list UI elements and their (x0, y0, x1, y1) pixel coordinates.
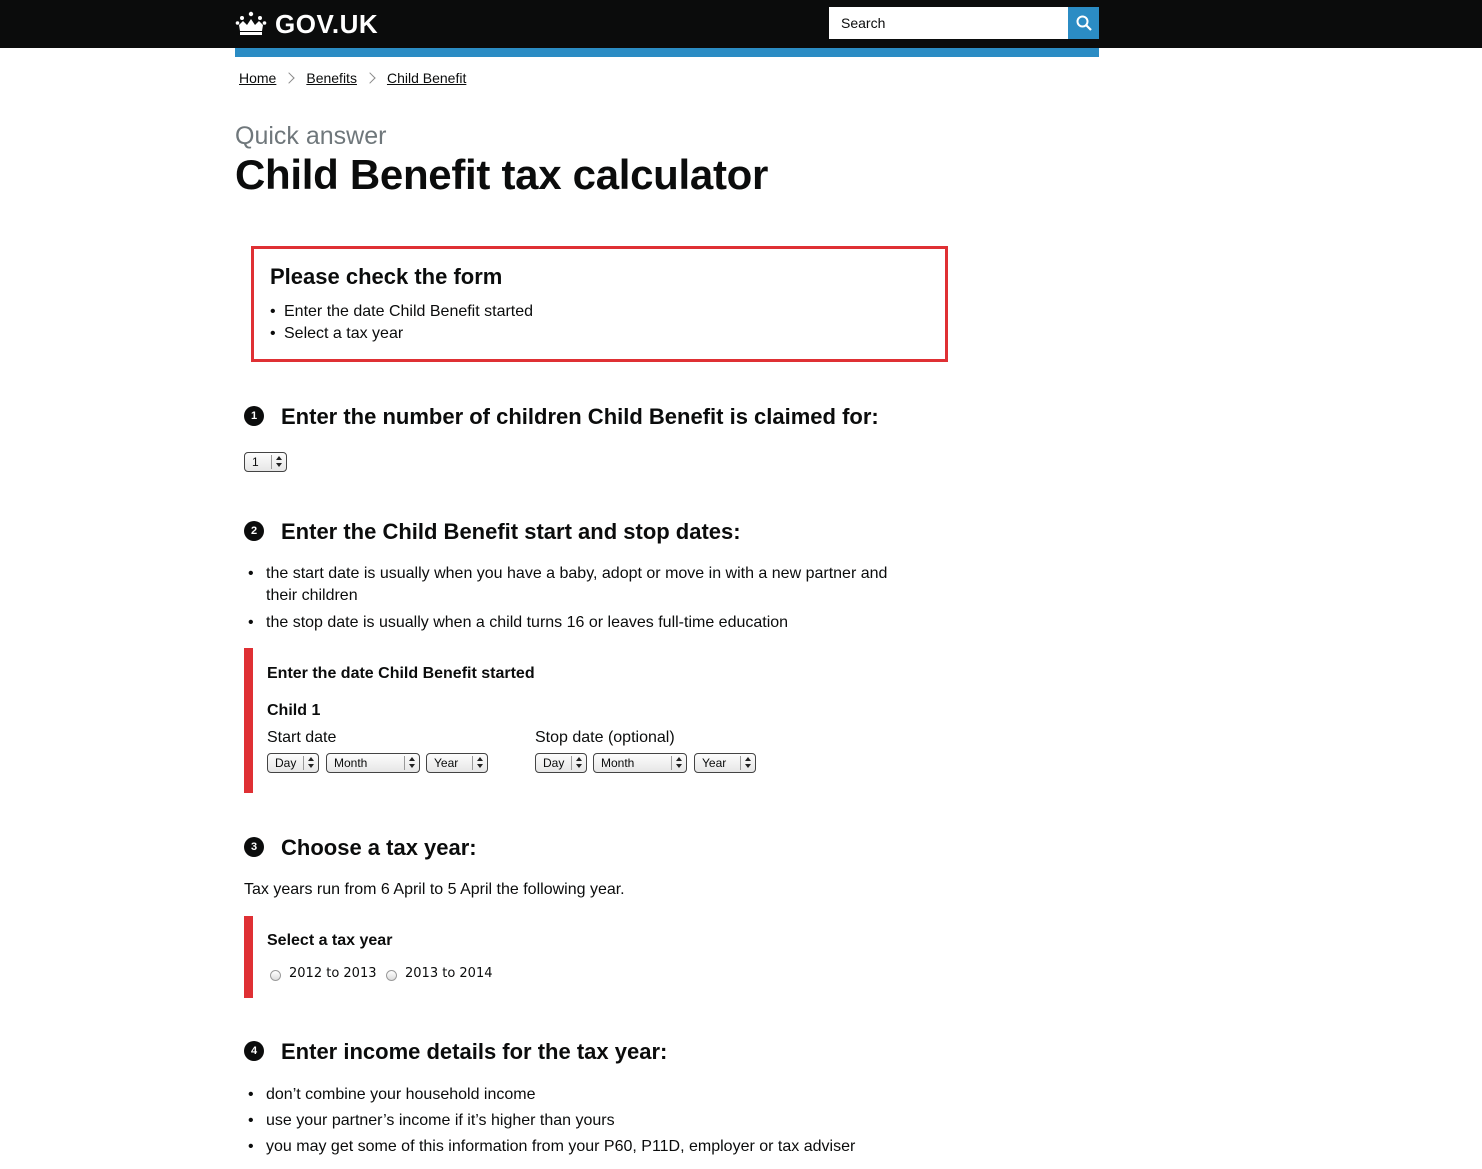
select-value: Month (334, 756, 368, 770)
select-value: Day (543, 756, 565, 770)
list-item: • you may get some of this information from your P60, P11D, employer or tax adviser (244, 1136, 944, 1158)
start-month-select[interactable] (326, 753, 420, 773)
select-arrows-icon (571, 756, 586, 770)
radio-label[interactable]: 2013 to 2014 (405, 966, 493, 981)
step2-bullets (244, 563, 904, 639)
start-year-select[interactable] (426, 753, 488, 773)
search-icon (1076, 15, 1092, 31)
chevron-right-icon (364, 72, 375, 83)
start-date-label: Start date (267, 729, 337, 746)
tax-year-radio-2012[interactable] (270, 970, 281, 981)
breadcrumb (239, 70, 466, 86)
select-value: Day (275, 756, 297, 770)
select-value: Year (702, 756, 727, 770)
step1-heading: Enter the number of children Child Benefit is claimed for: (281, 404, 879, 429)
step-number-badge: 3 (244, 837, 264, 857)
step-number-badge: 4 (244, 1041, 264, 1061)
site-header (0, 0, 1482, 48)
govuk-logo-link[interactable] (235, 9, 378, 39)
breadcrumb-home-link[interactable]: Home (239, 70, 277, 86)
error-summary-item[interactable]: • Select a tax year (270, 323, 929, 345)
step-number-badge: 1 (244, 406, 264, 426)
stop-year-select[interactable] (694, 753, 756, 773)
select-arrows-icon (404, 756, 419, 770)
search-input[interactable] (829, 7, 1068, 39)
select-arrows-icon (271, 455, 286, 469)
list-item: • don’t combine your household income (244, 1084, 944, 1106)
list-item: • the start date is usually when you have a baby, adopt or move in with a new partner and their children (244, 563, 904, 607)
step-number-badge: 2 (244, 521, 264, 541)
select-arrows-icon (671, 756, 686, 770)
error-summary-list (270, 301, 929, 345)
stop-day-select[interactable] (535, 753, 587, 773)
child-label: Child 1 (267, 702, 321, 719)
chevron-right-icon (284, 72, 295, 83)
error-summary-item[interactable]: • Enter the date Child Benefit started (270, 301, 929, 323)
crown-icon (235, 11, 267, 37)
tax-year-error-label: Select a tax year (267, 932, 393, 949)
error-summary-heading: Please check the form (270, 264, 503, 289)
step3-heading: Choose a tax year: (281, 835, 477, 860)
stop-date-label: Stop date (optional) (535, 729, 675, 746)
select-value: Month (601, 756, 635, 770)
select-arrows-icon (303, 756, 318, 770)
select-arrows-icon (472, 756, 487, 770)
search-form (829, 7, 1099, 39)
select-arrows-icon (740, 756, 755, 770)
start-date-error-label: Enter the date Child Benefit started (267, 665, 535, 682)
tax-year-intro: Tax years run from 6 April to 5 April the following year. (244, 881, 625, 898)
logo-text: GOV.UK (275, 9, 379, 39)
list-item: • use your partner’s income if it’s higher than yours (244, 1110, 944, 1132)
start-date-error-block (244, 648, 253, 793)
step4-bullets (244, 1084, 944, 1162)
search-button[interactable] (1068, 7, 1099, 39)
breadcrumb-benefits-link[interactable]: Benefits (306, 70, 357, 86)
select-value: Year (434, 756, 459, 770)
tax-year-error-block (244, 916, 253, 998)
radio-label[interactable]: 2012 to 2013 (289, 966, 377, 981)
page-title: Child Benefit tax calculator (235, 151, 769, 198)
page-kicker: Quick answer (235, 122, 387, 150)
start-day-select[interactable] (267, 753, 319, 773)
error-summary (251, 246, 948, 362)
children-count-select[interactable] (244, 452, 287, 472)
children-count-value: 1 (252, 455, 259, 469)
step2-heading: Enter the Child Benefit start and stop dates: (281, 519, 741, 544)
list-item: • the stop date is usually when a child turns 16 or leaves full-time education (244, 612, 904, 634)
breadcrumb-child-benefit-link[interactable]: Child Benefit (386, 70, 467, 86)
step4-heading: Enter income details for the tax year: (281, 1039, 668, 1064)
header-accent-bar (235, 48, 1099, 57)
stop-month-select[interactable] (593, 753, 687, 773)
tax-year-radio-2013[interactable] (386, 970, 397, 981)
